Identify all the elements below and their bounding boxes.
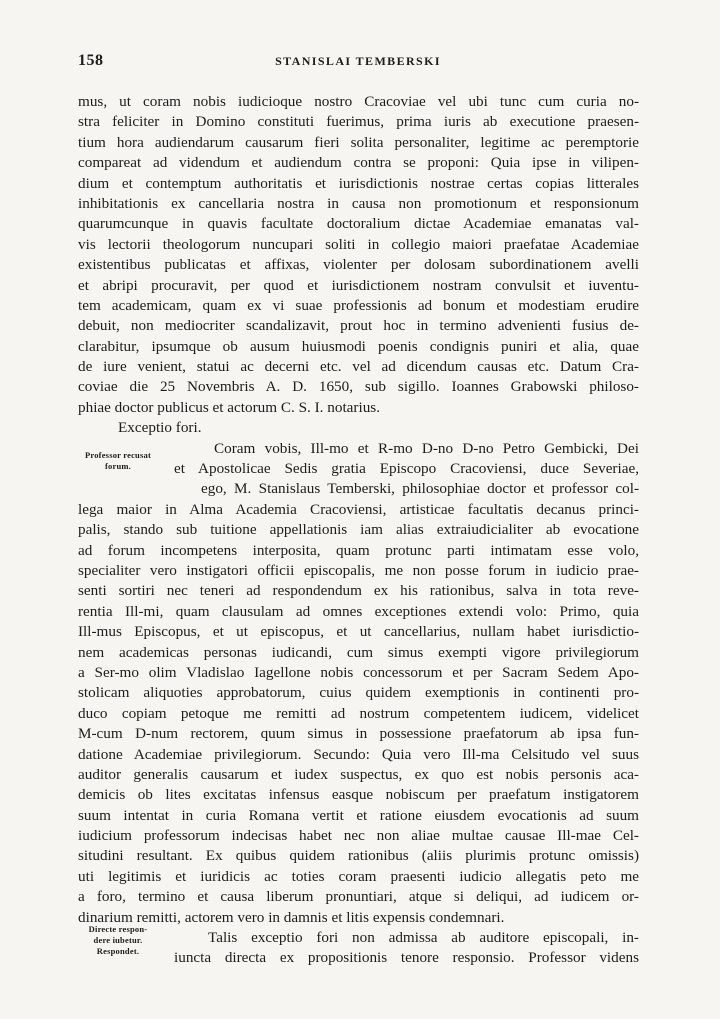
text-line: rentia Ill-mi, quam clausulam ad omnes exceptiones extendi volo: Primo, quia bbox=[78, 602, 639, 620]
text-line: phiae doctor publicus et actorum C. S. I. notarius. bbox=[78, 398, 380, 416]
text-line: duco copiam petoque me remitti ad nostrum competentem iudicem, videlicet bbox=[78, 704, 639, 722]
text-line: M-cum D-num rectorem, quum simus in possessione praefatorum ab ipsa fun- bbox=[78, 725, 639, 743]
text-line: palis, stando sub tuitione appellationis iam alias extraiudicialiter ab evocatione bbox=[78, 521, 639, 539]
text-line: compareat ad videndum et audiendum contra se proponi: Quia ipse in vilipen- bbox=[78, 154, 639, 172]
text-line: ego, M. Stanislaus Temberski, philosophiae doctor et professor col- bbox=[201, 480, 639, 498]
margin-note-line: Professor recusat bbox=[85, 450, 151, 460]
margin-note-line: Respondet. bbox=[96, 946, 140, 956]
text-line: inhibitationis ex cancellaria nostra in causa non promotionum et responsionum bbox=[78, 194, 639, 212]
text-line: ad forum incompetens interposita, quam protunc parti intimatam esse volo, bbox=[78, 541, 639, 559]
text-line: a Ser-mo olim Vladislao Iagellone nobis concessorum et per Sacram Sedem Apo- bbox=[78, 663, 639, 681]
text-line: Talis exceptio fori non admissa ab auditore episcopali, in- bbox=[208, 929, 639, 947]
page-header bbox=[78, 52, 638, 72]
text-line: tem academicam, quam ex vi suae professionis ad bonum et modestiam erudire bbox=[78, 296, 639, 314]
text-line: stra feliciter in Domino constituti fuerimus, prima iuris ab executione praesen- bbox=[78, 113, 639, 131]
text-line: specialiter vero instigatori officii episcopalis, me non posse forum in iudicio prae- bbox=[78, 561, 639, 579]
margin-note-line: Directe respon- bbox=[88, 924, 148, 934]
text-line: clarabitur, ipsumque ob ausum huiusmodi poenis condignis puniri et alia, quae bbox=[78, 337, 639, 355]
text-line: coviae die 25 Novembris A. D. 1650, sub sigillo. Ioannes Grabowski philoso- bbox=[78, 378, 639, 396]
margin-note-line: forum. bbox=[105, 461, 131, 471]
text-line: iuncta directa ex propositionis tenore responsio. Professor videns bbox=[174, 949, 639, 967]
text-line: dium et contemptum authoritatis et iurisdictionis nostrae certas copias litterales bbox=[78, 174, 639, 192]
text-line: situdini resultant. Ex quibus quidem rationibus (aliis plurimis protunc omissis) bbox=[78, 847, 639, 865]
section-heading-exceptio-fori: Exceptio fori. bbox=[118, 419, 202, 437]
margin-note-line: dere iubetur. bbox=[93, 935, 143, 945]
text-line: nem academicas personas iudicandi, cum simus exempti vigore privilegiorum bbox=[78, 643, 639, 661]
page-number: 158 bbox=[78, 52, 104, 69]
text-line: dinarium remitti, actorem vero in damnis et litis expensis condemnari. bbox=[78, 908, 505, 926]
text-line: auditor generalis causarum et iudex suspectus, ex quo est nobis personis aca- bbox=[78, 765, 639, 783]
text-line: a foro, termino et causa liberum pronuntiari, atque si deliqui, ad iudicem or- bbox=[78, 888, 639, 906]
text-line: et Apostolicae Sedis gratia Episcopo Cracoviensi, duce Severiae, bbox=[174, 460, 639, 478]
text-line: tium hora audiendarum causarum fieri solita personaliter, legitime ac peremptorie bbox=[78, 133, 639, 151]
text-line: datione Academiae privilegiorum. Secundo: Quia vero Ill-ma Celsitudo vel suus bbox=[78, 745, 639, 763]
text-line: debuit, non mediocriter scandalizavit, prout hoc in termino advenienti fusius de- bbox=[78, 317, 639, 335]
text-line: Ill-mus Episcopus, et ut episcopus, et ut cancellarius, nullam habet iurisdictio- bbox=[78, 623, 639, 641]
text-line: iudicium professorum indecisas habet nec non aliae multae causae Ill-mae Cel- bbox=[78, 827, 639, 845]
body-text bbox=[78, 92, 639, 969]
text-line: stolicam aliquoties approbatorum, cuius quidem exemptionis in continenti pro- bbox=[78, 684, 639, 702]
text-line: lega maior in Alma Academia Cracoviensi, artisticae facultatis decanus princi- bbox=[78, 500, 639, 518]
text-line: uti legitimis et iuridicis ac toties coram praesenti iudicio allegatis peto me bbox=[78, 867, 639, 885]
text-line: de iure venient, statui ac decerni etc. vel ad dicendum causas etc. Datum Cra- bbox=[78, 358, 639, 376]
text-line: demicis ob lites excitatas infensus easque nobiscum per praefatum instigatorem bbox=[78, 786, 639, 804]
text-line: Coram vobis, Ill-mo et R-mo D-no D-no Petro Gembicki, Dei bbox=[214, 439, 639, 457]
text-line: quarumcunque in quavis facultate doctoralium dictae Academiae emanatas val- bbox=[78, 215, 639, 233]
text-line: mus, ut coram nobis iudicioque nostro Cracoviae vel ubi tunc cum curia no- bbox=[78, 93, 639, 110]
text-line: senti sortiri nec teneri ad respondendum ex his rationibus, salva in tota reve- bbox=[78, 582, 639, 600]
text-line: et abripi procuravit, per quod et iurisdictionem nostram convulsit et iuventu- bbox=[78, 276, 639, 294]
text-line: vis lectorii theologorum nuncupari soliti in collegio maiori praefatae Academiae bbox=[78, 235, 639, 253]
text-line: existentibus publicatas et affixas, violenter per dolosam subordinationem avelli bbox=[78, 256, 639, 274]
text-line: suum intentat in curia Romana vertit et ratione eiusdem evocationis ad suum bbox=[78, 806, 639, 824]
running-head: STANISLAI TEMBERSKI bbox=[275, 54, 441, 68]
